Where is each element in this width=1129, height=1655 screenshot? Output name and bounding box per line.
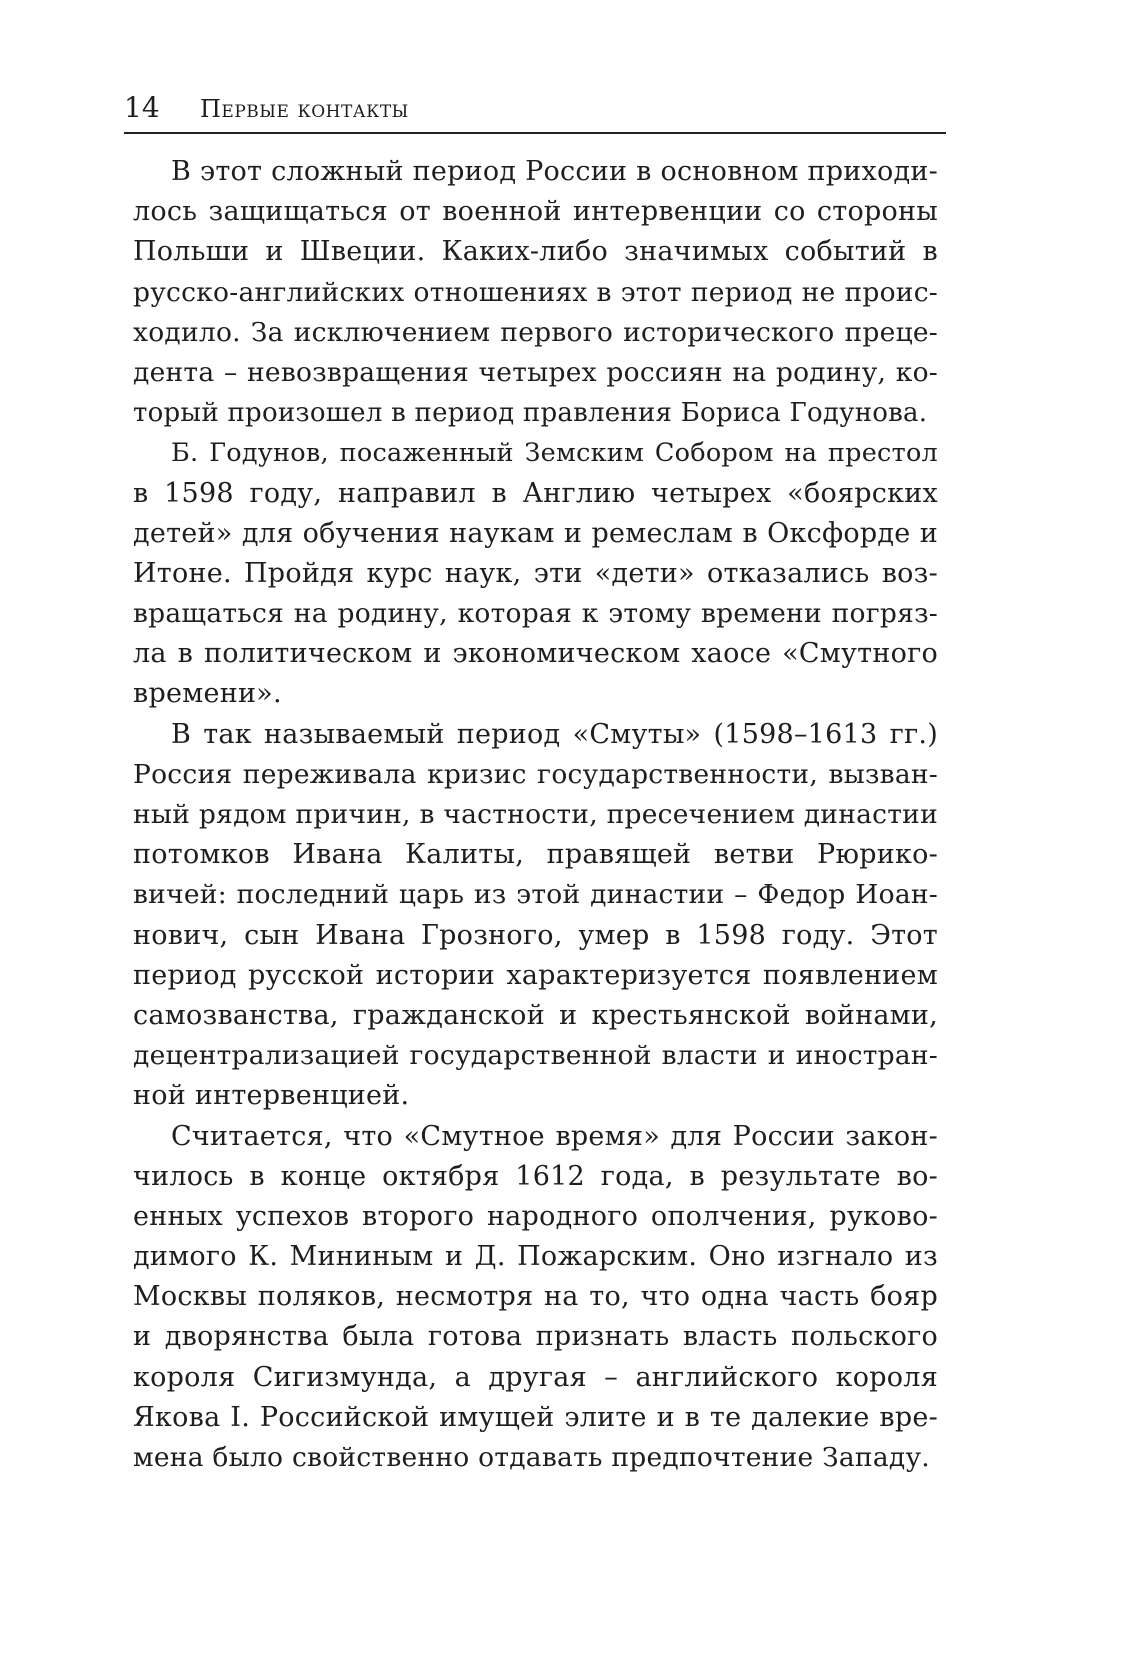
text-line: димого К. Мининым и Д. Пожарским. Оно изгнало из <box>133 1241 938 1273</box>
paragraph-4 <box>133 1117 938 1479</box>
paragraph-2 <box>133 433 938 714</box>
running-head <box>124 92 946 134</box>
text-line: Польши и Швеции. Каких-либо значимых событий в <box>133 236 938 268</box>
text-line: самозванства, гражданской и крестьянской войнами, <box>133 999 938 1031</box>
text-line: в 1598 году, направил в Англию четырех «боярских <box>133 477 938 509</box>
text-line: ной интервенцией. <box>133 1080 410 1112</box>
text-line: ходило. За исключением первого исторического преце- <box>133 316 938 348</box>
text-line: Б. Годунов, посаженный Земским Собором на престол <box>171 438 938 469</box>
paragraph-3 <box>133 715 938 1117</box>
running-title: Первые контакты <box>200 95 409 123</box>
text-line: нович, сын Ивана Грозного, умер в 1598 году. Этот <box>133 919 938 951</box>
text-line: ный рядом причин, в частности, пресечением династии <box>133 799 938 830</box>
text-line: енных успехов второго народного ополчения, руково- <box>133 1200 938 1232</box>
text-line: децентрализацией государственной власти и иностран- <box>133 1040 938 1072</box>
text-line: Москвы поляков, несмотря на то, что одна часть бояр <box>133 1281 938 1313</box>
text-line: Считается, что «Смутное время» для России закон- <box>171 1120 938 1152</box>
text-line: В этот сложный период России в основном приходи- <box>171 156 938 187</box>
text-line: мена было свойственно отдавать предпочтение Западу. <box>133 1442 930 1473</box>
text-line: Якова I. Российской имущей элите и в те далекие вре- <box>133 1401 938 1433</box>
text-line: вращаться на родину, которая к этому времени погряз- <box>133 598 938 630</box>
text-line: и дворянства была готова признать власть польского <box>133 1321 938 1353</box>
text-line: дента – невозвращения четырех россиян на родину, ко- <box>133 356 938 388</box>
text-line: вичей: последний царь из этой династии – Федор Иоан- <box>133 879 938 911</box>
text-line: ла в политическом и экономическом хаосе «Смутного <box>133 638 938 670</box>
page-number: 14 <box>124 91 160 124</box>
text-line: чилось в конце октября 1612 года, в результате во- <box>133 1160 938 1192</box>
text-line: Итоне. Пройдя курс наук, эти «дети» отказались воз- <box>133 557 938 589</box>
text-line: Россия переживала кризис государственности, вызван- <box>133 758 938 790</box>
text-line: лось защищаться от военной интервенции со стороны <box>133 196 938 228</box>
text-line: времени». <box>133 678 282 710</box>
body-text <box>133 152 938 1478</box>
text-line: потомков Ивана Калиты, правящей ветви Рюрико- <box>133 839 938 871</box>
text-line: короля Сигизмунда, а другая – английского короля <box>133 1361 938 1393</box>
text-line: детей» для обучения наукам и ремеслам в Оксфорде и <box>133 517 938 549</box>
text-line: русско-английских отношениях в этот период не проис- <box>133 276 938 308</box>
text-line: период русской истории характеризуется появлением <box>133 959 938 991</box>
text-line: торый произошел в период правления Бориса Годунова. <box>133 398 928 429</box>
text-line: В так называемый период «Смуты» (1598–1613 гг.) <box>171 718 938 750</box>
paragraph-1 <box>133 152 938 433</box>
